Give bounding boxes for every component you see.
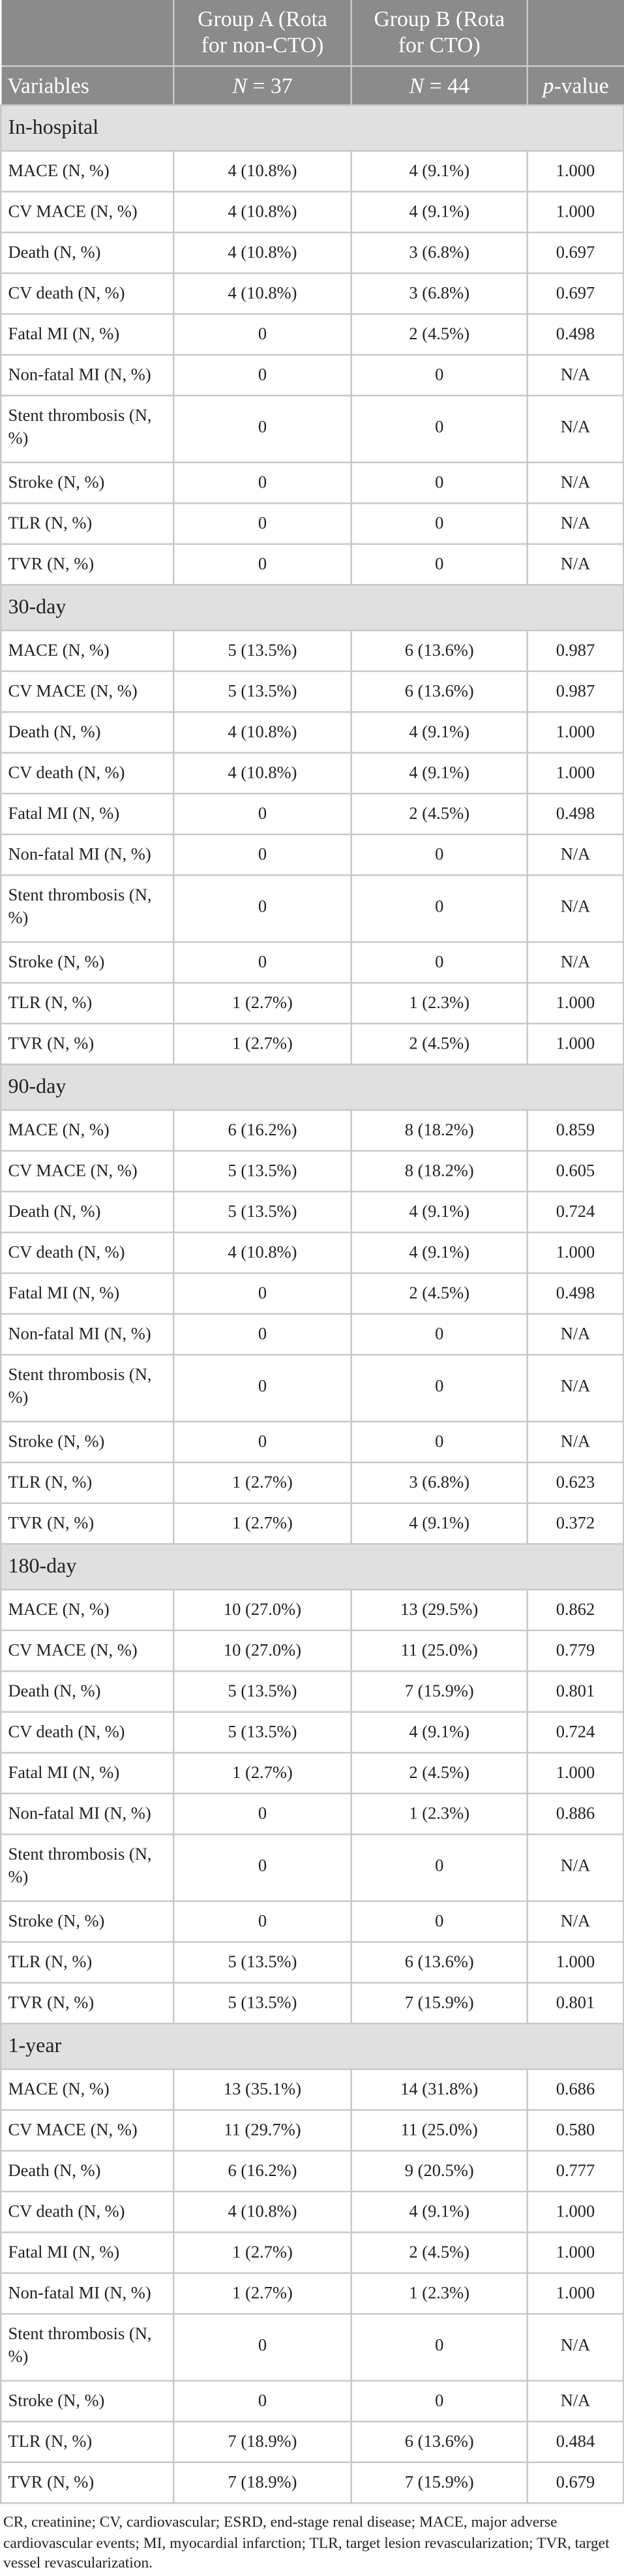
p-value-cell: N/A	[527, 2314, 624, 2381]
header-blank-4	[527, 0, 624, 66]
variable-cell: TVR (N, %)	[1, 1983, 173, 2024]
group-a-cell: 0	[173, 463, 351, 504]
p-value-cell: 1.000	[527, 1942, 624, 1983]
group-b-cell: 0	[351, 1355, 527, 1422]
variable-cell: Death (N, %)	[1, 1671, 173, 1712]
p-value-cell: N/A	[527, 1422, 624, 1463]
table-row	[1, 1631, 623, 1672]
group-b-cell: 4 (9.1%)	[351, 1503, 527, 1544]
header-group-b-line2: for CTO)	[398, 33, 481, 57]
table-row	[1, 1191, 623, 1233]
group-a-cell: 10 (27.0%)	[173, 1589, 351, 1631]
group-a-cell: 1 (2.7%)	[173, 2232, 351, 2273]
p-value-cell: 0.679	[527, 2462, 624, 2504]
group-a-cell: 6 (16.2%)	[173, 2151, 351, 2192]
p-value-cell: 1.000	[527, 2192, 624, 2233]
group-b-cell: 0	[351, 463, 527, 504]
group-b-cell: 2 (4.5%)	[351, 1753, 527, 1794]
group-b-cell: 2 (4.5%)	[351, 1273, 527, 1314]
p-value-cell: 0.605	[527, 1151, 624, 1192]
variable-cell: CV death (N, %)	[1, 273, 173, 314]
variable-cell: TVR (N, %)	[1, 1024, 173, 1065]
table-row	[1, 1151, 623, 1192]
group-a-cell: 0	[173, 503, 351, 544]
variable-cell: Stent thrombosis (N, %)	[1, 2314, 173, 2381]
p-value-cell: 0.801	[527, 1983, 624, 2024]
variable-cell: CV death (N, %)	[1, 2192, 173, 2233]
group-b-cell: 4 (9.1%)	[351, 1191, 527, 1233]
group-a-cell: 4 (10.8%)	[173, 712, 351, 753]
variable-cell: Death (N, %)	[1, 232, 173, 273]
variable-cell: Stent thrombosis (N, %)	[1, 875, 173, 942]
table-row	[1, 1024, 623, 1065]
variable-cell: TLR (N, %)	[1, 503, 173, 544]
variable-cell: CV MACE (N, %)	[1, 671, 173, 713]
variable-cell: CV MACE (N, %)	[1, 1151, 173, 1192]
group-a-cell: 1 (2.7%)	[173, 1753, 351, 1794]
header-blank-1	[1, 0, 173, 66]
table-row	[1, 2273, 623, 2314]
group-b-cell: 0	[351, 1834, 527, 1901]
table-row	[1, 503, 623, 544]
variable-cell: Death (N, %)	[1, 2151, 173, 2192]
table-row	[1, 1901, 623, 1942]
p-value-cell: N/A	[527, 1355, 624, 1422]
n-value-a: = 37	[246, 72, 293, 97]
group-a-cell: 5 (13.5%)	[173, 1942, 351, 1983]
table-row	[1, 1942, 623, 1983]
variable-cell: Stent thrombosis (N, %)	[1, 1355, 173, 1422]
group-a-cell: 0	[173, 544, 351, 585]
group-b-cell: 4 (9.1%)	[351, 753, 527, 794]
variable-cell: TLR (N, %)	[1, 1942, 173, 1983]
table-row	[1, 355, 623, 396]
section-title: 1-year	[1, 2023, 623, 2069]
variable-cell: MACE (N, %)	[1, 1589, 173, 1631]
group-a-cell: 1 (2.7%)	[173, 983, 351, 1024]
group-a-cell: 0	[173, 314, 351, 355]
header-group-a-line1: Group A (Rota	[198, 7, 327, 32]
header-row-1	[1, 0, 623, 66]
section-title: 30-day	[1, 585, 623, 630]
group-a-cell: 4 (10.8%)	[173, 192, 351, 233]
header-group-a-line2: for non-CTO)	[201, 33, 324, 57]
group-b-cell: 4 (9.1%)	[351, 1712, 527, 1753]
group-b-cell: 0	[351, 1422, 527, 1463]
table-header	[1, 0, 623, 105]
group-a-cell: 1 (2.7%)	[173, 1462, 351, 1503]
group-a-cell: 4 (10.8%)	[173, 232, 351, 273]
table-row	[1, 2381, 623, 2422]
group-a-cell: 1 (2.7%)	[173, 1503, 351, 1544]
group-b-cell: 0	[351, 875, 527, 942]
variable-cell: Non-fatal MI (N, %)	[1, 1794, 173, 1835]
group-b-cell: 2 (4.5%)	[351, 1024, 527, 1065]
p-value-cell: N/A	[527, 503, 624, 544]
group-a-cell: 5 (13.5%)	[173, 1191, 351, 1233]
p-value-cell: 1.000	[527, 1024, 624, 1065]
p-value-cell: N/A	[527, 875, 624, 942]
p-value-cell: 1.000	[527, 2232, 624, 2273]
p-value-cell: 0.724	[527, 1712, 624, 1753]
variable-cell: Fatal MI (N, %)	[1, 314, 173, 355]
variable-cell: Non-fatal MI (N, %)	[1, 355, 173, 396]
group-a-cell: 5 (13.5%)	[173, 1151, 351, 1192]
p-value-cell: 1.000	[527, 983, 624, 1024]
group-a-cell: 0	[173, 2314, 351, 2381]
table-row	[1, 1314, 623, 1355]
group-b-cell: 2 (4.5%)	[351, 793, 527, 835]
p-value-cell: N/A	[527, 355, 624, 396]
p-value-cell: N/A	[527, 544, 624, 585]
n-label-b: N	[409, 72, 424, 97]
table-row	[1, 2421, 623, 2462]
group-a-cell: 0	[173, 1355, 351, 1422]
p-value-cell: 0.886	[527, 1794, 624, 1835]
table-row	[1, 1422, 623, 1463]
variable-cell: CV death (N, %)	[1, 753, 173, 794]
group-b-cell: 6 (13.6%)	[351, 1942, 527, 1983]
table-row	[1, 1355, 623, 1422]
table-row	[1, 753, 623, 794]
n-label-a: N	[232, 72, 247, 97]
section-title: In-hospital	[1, 105, 623, 151]
p-value-cell: 0.580	[527, 2110, 624, 2151]
header-group-a	[173, 0, 351, 66]
variable-cell: MACE (N, %)	[1, 1110, 173, 1151]
group-b-cell: 14 (31.8%)	[351, 2069, 527, 2110]
group-a-cell: 7 (18.9%)	[173, 2462, 351, 2504]
group-b-cell: 0	[351, 395, 527, 463]
header-group-b-line1: Group B (Rota	[374, 7, 505, 32]
p-value-cell: N/A	[527, 1901, 624, 1942]
p-value-cell: 0.623	[527, 1462, 624, 1503]
group-a-cell: 0	[173, 1901, 351, 1942]
variable-cell: TVR (N, %)	[1, 2462, 173, 2504]
group-b-cell: 4 (9.1%)	[351, 192, 527, 233]
table-row	[1, 2151, 623, 2192]
variable-cell: TVR (N, %)	[1, 544, 173, 585]
variable-cell: Non-fatal MI (N, %)	[1, 835, 173, 876]
group-b-cell: 11 (25.0%)	[351, 2110, 527, 2151]
p-value-cell: 1.000	[527, 151, 624, 192]
header-n-group-b	[351, 66, 527, 105]
group-b-cell: 4 (9.1%)	[351, 151, 527, 192]
group-b-cell: 1 (2.3%)	[351, 983, 527, 1024]
table-row	[1, 2462, 623, 2504]
table-row	[1, 232, 623, 273]
variable-cell: CV death (N, %)	[1, 1233, 173, 1274]
group-b-cell: 11 (25.0%)	[351, 1631, 527, 1672]
table-body	[1, 105, 623, 2503]
group-a-cell: 0	[173, 835, 351, 876]
variable-cell: TLR (N, %)	[1, 1462, 173, 1503]
variable-cell: Non-fatal MI (N, %)	[1, 2273, 173, 2314]
group-a-cell: 0	[173, 395, 351, 463]
group-b-cell: 6 (13.6%)	[351, 630, 527, 671]
group-a-cell: 6 (16.2%)	[173, 1110, 351, 1151]
p-value-cell: 0.697	[527, 273, 624, 314]
table-row	[1, 1503, 623, 1544]
section-title: 90-day	[1, 1064, 623, 1110]
group-b-cell: 0	[351, 544, 527, 585]
table-row	[1, 1110, 623, 1151]
p-value-cell: 0.859	[527, 1110, 624, 1151]
variable-cell: Stroke (N, %)	[1, 1422, 173, 1463]
variable-cell: Stent thrombosis (N, %)	[1, 395, 173, 463]
group-a-cell: 0	[173, 1314, 351, 1355]
group-a-cell: 0	[173, 2381, 351, 2422]
variable-cell: CV MACE (N, %)	[1, 192, 173, 233]
group-a-cell: 5 (13.5%)	[173, 1983, 351, 2024]
group-a-cell: 5 (13.5%)	[173, 671, 351, 713]
variable-cell: Death (N, %)	[1, 712, 173, 753]
table-row	[1, 1589, 623, 1631]
group-b-cell: 3 (6.8%)	[351, 1462, 527, 1503]
group-a-cell: 0	[173, 793, 351, 835]
group-b-cell: 0	[351, 503, 527, 544]
table-row	[1, 192, 623, 233]
table-row	[1, 671, 623, 713]
p-value-cell: 0.777	[527, 2151, 624, 2192]
variable-cell: TVR (N, %)	[1, 1503, 173, 1544]
variable-cell: TLR (N, %)	[1, 2421, 173, 2462]
table-row	[1, 942, 623, 983]
table-row	[1, 793, 623, 835]
variable-cell: Stroke (N, %)	[1, 942, 173, 983]
group-a-cell: 0	[173, 1422, 351, 1463]
group-a-cell: 0	[173, 1273, 351, 1314]
group-a-cell: 0	[173, 355, 351, 396]
variable-cell: CV death (N, %)	[1, 1712, 173, 1753]
variable-cell: Stent thrombosis (N, %)	[1, 1834, 173, 1901]
variable-cell: CV MACE (N, %)	[1, 2110, 173, 2151]
table-footnote: CR, creatinine; CV, cardiovascular; ESRD, end-stage renal disease; MACE, major adverse cardiovascular events; MI, myocardial infarction; TLR, target lesion revascularization; TVR, target vessel revascularization.	[3, 2515, 610, 2573]
section-title: 180-day	[1, 1544, 623, 1589]
p-value-cell: 0.498	[527, 793, 624, 835]
group-a-cell: 0	[173, 1834, 351, 1901]
group-a-cell: 7 (18.9%)	[173, 2421, 351, 2462]
table-row	[1, 983, 623, 1024]
table-row	[1, 395, 623, 463]
p-label: p	[542, 72, 554, 97]
group-b-cell: 13 (29.5%)	[351, 1589, 527, 1631]
table-row	[1, 1273, 623, 1314]
p-value-cell: N/A	[527, 2381, 624, 2422]
group-b-cell: 0	[351, 2314, 527, 2381]
group-b-cell: 2 (4.5%)	[351, 2232, 527, 2273]
section-row	[1, 105, 623, 151]
group-b-cell: 8 (18.2%)	[351, 1110, 527, 1151]
group-b-cell: 7 (15.9%)	[351, 1983, 527, 2024]
group-a-cell: 13 (35.1%)	[173, 2069, 351, 2110]
p-value-cell: 0.498	[527, 1273, 624, 1314]
p-value-cell: 0.724	[527, 1191, 624, 1233]
p-value-cell: N/A	[527, 1834, 624, 1901]
table-row	[1, 1834, 623, 1901]
n-value-b: = 44	[424, 72, 469, 97]
p-value-cell: 1.000	[527, 1233, 624, 1274]
table-row	[1, 630, 623, 671]
group-a-cell: 5 (13.5%)	[173, 1671, 351, 1712]
variable-cell: CV MACE (N, %)	[1, 1631, 173, 1672]
variable-cell: Stroke (N, %)	[1, 463, 173, 504]
p-value-cell: 0.686	[527, 2069, 624, 2110]
variable-cell: Non-fatal MI (N, %)	[1, 1314, 173, 1355]
group-b-cell: 3 (6.8%)	[351, 273, 527, 314]
group-a-cell: 4 (10.8%)	[173, 273, 351, 314]
group-b-cell: 6 (13.6%)	[351, 2421, 527, 2462]
header-group-b	[351, 0, 527, 66]
table-row	[1, 1712, 623, 1753]
p-value-cell: N/A	[527, 463, 624, 504]
table-row	[1, 1753, 623, 1794]
group-b-cell: 4 (9.1%)	[351, 1233, 527, 1274]
table-row	[1, 273, 623, 314]
p-value-cell: 0.697	[527, 232, 624, 273]
header-n-group-a	[173, 66, 351, 105]
table-row	[1, 875, 623, 942]
variable-cell: Stroke (N, %)	[1, 1901, 173, 1942]
p-value-cell: 1.000	[527, 1753, 624, 1794]
table-row	[1, 544, 623, 585]
variable-cell: Fatal MI (N, %)	[1, 2232, 173, 2273]
header-row-2	[1, 66, 623, 105]
variable-cell: MACE (N, %)	[1, 630, 173, 671]
group-b-cell: 0	[351, 355, 527, 396]
group-a-cell: 0	[173, 942, 351, 983]
group-b-cell: 0	[351, 835, 527, 876]
table-row	[1, 1233, 623, 1274]
table-row	[1, 2314, 623, 2381]
variable-cell: Stroke (N, %)	[1, 2381, 173, 2422]
group-a-cell: 5 (13.5%)	[173, 630, 351, 671]
variable-cell: MACE (N, %)	[1, 151, 173, 192]
table-row	[1, 2110, 623, 2151]
group-b-cell: 3 (6.8%)	[351, 232, 527, 273]
table-row	[1, 2192, 623, 2233]
p-value-cell: N/A	[527, 835, 624, 876]
p-value-cell: 0.779	[527, 1631, 624, 1672]
group-a-cell: 10 (27.0%)	[173, 1631, 351, 1672]
variable-cell: Death (N, %)	[1, 1191, 173, 1233]
p-value-cell: N/A	[527, 395, 624, 463]
p-value-cell: 0.801	[527, 1671, 624, 1712]
table-row	[1, 835, 623, 876]
p-value-cell: 1.000	[527, 192, 624, 233]
table-row	[1, 712, 623, 753]
section-row	[1, 1544, 623, 1589]
section-row	[1, 1064, 623, 1110]
variable-cell: Fatal MI (N, %)	[1, 1273, 173, 1314]
group-b-cell: 0	[351, 942, 527, 983]
p-value-cell: 0.372	[527, 1503, 624, 1544]
table-row	[1, 151, 623, 192]
group-a-cell: 4 (10.8%)	[173, 151, 351, 192]
p-value-cell: 1.000	[527, 712, 624, 753]
group-b-cell: 0	[351, 2381, 527, 2422]
group-a-cell: 4 (10.8%)	[173, 1233, 351, 1274]
header-p-value	[527, 66, 624, 105]
group-b-cell: 0	[351, 1901, 527, 1942]
header-variables: Variables	[1, 66, 173, 105]
p-value-cell: 0.862	[527, 1589, 624, 1631]
variable-cell: Fatal MI (N, %)	[1, 1753, 173, 1794]
group-b-cell: 7 (15.9%)	[351, 2462, 527, 2504]
group-b-cell: 9 (20.5%)	[351, 2151, 527, 2192]
table-row	[1, 2232, 623, 2273]
group-b-cell: 4 (9.1%)	[351, 2192, 527, 2233]
p-value-cell: 0.987	[527, 671, 624, 713]
p-value-cell: N/A	[527, 1314, 624, 1355]
group-b-cell: 1 (2.3%)	[351, 2273, 527, 2314]
section-row	[1, 585, 623, 630]
variable-cell: Fatal MI (N, %)	[1, 793, 173, 835]
table-row	[1, 2069, 623, 2110]
p-value-cell: 0.484	[527, 2421, 624, 2462]
group-a-cell: 4 (10.8%)	[173, 753, 351, 794]
variable-cell: TLR (N, %)	[1, 983, 173, 1024]
group-b-cell: 7 (15.9%)	[351, 1671, 527, 1712]
table-row	[1, 1671, 623, 1712]
group-a-cell: 0	[173, 875, 351, 942]
table-row	[1, 314, 623, 355]
section-row	[1, 2023, 623, 2069]
p-value-cell: 0.987	[527, 630, 624, 671]
group-b-cell: 6 (13.6%)	[351, 671, 527, 713]
group-a-cell: 0	[173, 1794, 351, 1835]
group-b-cell: 0	[351, 1314, 527, 1355]
group-a-cell: 5 (13.5%)	[173, 1712, 351, 1753]
p-value-cell: 1.000	[527, 2273, 624, 2314]
table-row	[1, 1983, 623, 2024]
group-a-cell: 1 (2.7%)	[173, 2273, 351, 2314]
p-value-cell: N/A	[527, 942, 624, 983]
group-a-cell: 11 (29.7%)	[173, 2110, 351, 2151]
group-b-cell: 1 (2.3%)	[351, 1794, 527, 1835]
table-row	[1, 463, 623, 504]
p-value-cell: 1.000	[527, 753, 624, 794]
group-a-cell: 1 (2.7%)	[173, 1024, 351, 1065]
group-b-cell: 8 (18.2%)	[351, 1151, 527, 1192]
table-row	[1, 1794, 623, 1835]
group-a-cell: 4 (10.8%)	[173, 2192, 351, 2233]
table-row	[1, 1462, 623, 1503]
group-b-cell: 4 (9.1%)	[351, 712, 527, 753]
group-b-cell: 2 (4.5%)	[351, 314, 527, 355]
p-value-cell: 0.498	[527, 314, 624, 355]
p-suffix: -value	[554, 72, 609, 97]
variable-cell: MACE (N, %)	[1, 2069, 173, 2110]
